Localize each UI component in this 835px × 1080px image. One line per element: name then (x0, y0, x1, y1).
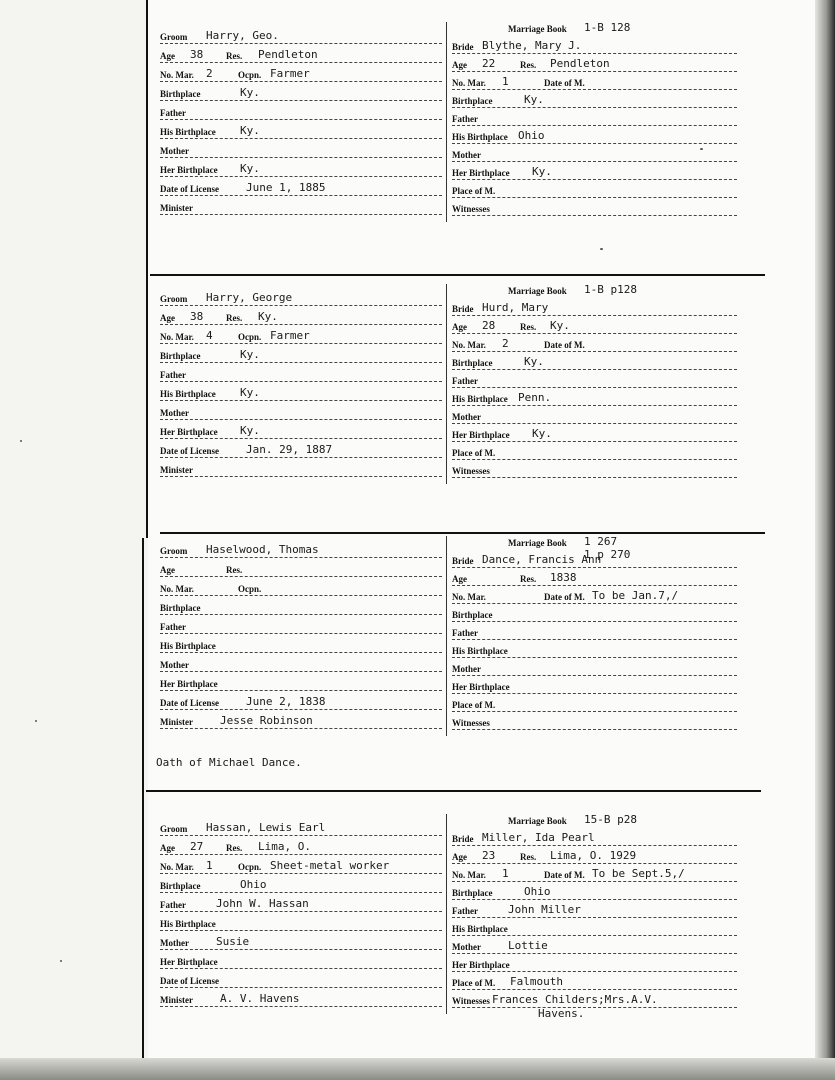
bride-field-age (452, 54, 737, 72)
field-label: Place of M. (452, 700, 496, 710)
field-label: Date of License (160, 184, 219, 194)
field-value: 15-B p28 (584, 813, 637, 826)
scan-edge-right (815, 0, 835, 1080)
field-label: Mother (452, 942, 481, 952)
bride-field-her-birthplace (452, 162, 737, 180)
field-label: Father (160, 108, 186, 118)
field-value: 38 (190, 310, 204, 323)
groom-field-minister (160, 711, 442, 729)
groom-field-groom (160, 26, 442, 44)
groom-field-his-birthplace (160, 635, 442, 653)
left-border-line-lower (142, 538, 144, 1080)
field-value: Ky. (524, 93, 544, 106)
groom-field-her-birthplace (160, 951, 442, 969)
bride-field-his-birthplace (452, 918, 737, 936)
left-border-line (146, 0, 148, 538)
card-column-separator (446, 22, 447, 222)
field-value: 23 (482, 849, 496, 862)
groom-field-his-birthplace (160, 121, 442, 139)
field-label: No. Mar. (160, 862, 194, 872)
groom-field-her-birthplace (160, 159, 442, 177)
field-label: Groom (160, 32, 188, 42)
bride-field-his-birthplace (452, 388, 737, 406)
field-label: Her Birthplace (160, 427, 218, 437)
field-value: To be Sept.5,/ (592, 867, 685, 880)
field-value: Lottie (508, 939, 548, 952)
field-value: Ky. (532, 427, 552, 440)
field-value: 27 (190, 840, 204, 853)
groom-field-no-mar (160, 578, 442, 596)
field-label: Groom (160, 824, 188, 834)
field-value: Frances Childers;Mrs.A.V. (492, 993, 658, 1006)
field-label: Birthplace (160, 603, 201, 613)
scan-speck (700, 148, 703, 150)
field-label: Bride (452, 556, 474, 566)
bride-field-his-birthplace (452, 126, 737, 144)
bride-field-her-birthplace (452, 676, 737, 694)
field-value: Ky. (240, 386, 260, 399)
groom-field-groom (160, 818, 442, 836)
bride-field-witnesses (452, 460, 737, 478)
field-label: Minister (160, 465, 193, 475)
field-value: 1838 (550, 571, 577, 584)
field-label: Her Birthplace (160, 957, 218, 967)
groom-field-birthplace (160, 875, 442, 893)
groom-field-her-birthplace (160, 673, 442, 691)
bride-field-bride (452, 36, 737, 54)
field-label: Mother (160, 660, 189, 670)
field-label: No. Mar. (452, 340, 486, 350)
field-label: His Birthplace (452, 924, 508, 934)
field-value: 1 (206, 859, 213, 872)
card-column-separator (446, 536, 447, 736)
field-value: Sheet-metal worker (270, 859, 390, 872)
field-label: No. Mar. (452, 78, 486, 88)
bride-field-no-mar (452, 334, 737, 352)
bride-field-age (452, 846, 737, 864)
field-value: Ky. (258, 310, 278, 323)
field-label: Date of M. (544, 340, 585, 350)
field-label: Witnesses (452, 996, 490, 1006)
field-value: Ky. (240, 86, 260, 99)
field-label: Age (452, 574, 467, 584)
field-value: John Miller (508, 903, 581, 916)
bride-field-no-mar (452, 72, 737, 90)
field-value: Pendleton (550, 57, 610, 70)
groom-field-birthplace (160, 83, 442, 101)
field-label: Father (452, 906, 478, 916)
groom-field-no-mar (160, 64, 442, 82)
field-value: Ohio (524, 885, 551, 898)
bride-field-place-of-m (452, 694, 737, 712)
field-label: Ocpn. (238, 332, 262, 342)
field-label: Birthplace (452, 888, 493, 898)
field-label: His Birthplace (452, 646, 508, 656)
field-label: Res. (226, 565, 243, 575)
field-value: 2 (206, 67, 213, 80)
groom-field-mother (160, 140, 442, 158)
field-label: Birthplace (452, 358, 493, 368)
scan-edge-bottom (0, 1058, 835, 1080)
bride-field-her-birthplace (452, 424, 737, 442)
field-label: Date of License (160, 446, 219, 456)
groom-field-father (160, 894, 442, 912)
field-label: Groom (160, 294, 188, 304)
field-label: Father (452, 628, 478, 638)
groom-field-father (160, 102, 442, 120)
field-label: Res. (520, 60, 537, 70)
field-value: Harry, George (206, 291, 293, 304)
field-label: Marriage Book (508, 24, 567, 34)
field-value: Ky. (550, 319, 570, 332)
scan-speck (35, 720, 37, 722)
field-label: His Birthplace (160, 127, 216, 137)
field-label: Age (160, 51, 175, 61)
field-label: Marriage Book (508, 816, 567, 826)
bride-field-marriage-book (452, 280, 737, 297)
field-label: Res. (226, 313, 243, 323)
bride-field-father (452, 108, 737, 126)
field-value: Ohio (240, 878, 267, 891)
field-value: John W. Hassan (216, 897, 309, 910)
field-label: His Birthplace (160, 389, 216, 399)
field-label: Birthplace (452, 610, 493, 620)
field-label: Father (452, 376, 478, 386)
field-label: Father (160, 370, 186, 380)
field-label: Res. (226, 51, 243, 61)
field-label: Res. (520, 574, 537, 584)
left-margin (0, 0, 148, 1080)
field-value: Susie (216, 935, 250, 948)
field-label: Place of M. (452, 978, 496, 988)
bride-field-bride (452, 550, 737, 568)
field-label: Witnesses (452, 718, 490, 728)
field-label: Bride (452, 834, 474, 844)
field-label: Birthplace (452, 96, 493, 106)
field-value: Farmer (270, 329, 310, 342)
field-value: Ky. (524, 355, 544, 368)
field-label: Marriage Book (508, 286, 567, 296)
field-label: Witnesses (452, 466, 490, 476)
field-label: Res. (520, 322, 537, 332)
field-label: Minister (160, 717, 193, 727)
bride-field-mother (452, 144, 737, 162)
field-label: Mother (452, 664, 481, 674)
groom-field-birthplace (160, 345, 442, 363)
groom-field-mother (160, 932, 442, 950)
field-value: Lima, O. (258, 840, 311, 853)
field-label: Bride (452, 42, 474, 52)
bride-field-mother (452, 406, 737, 424)
field-value: Farmer (270, 67, 310, 80)
field-label: Date of License (160, 698, 219, 708)
bride-field-place-of-m (452, 972, 737, 990)
groom-field-age (160, 307, 442, 325)
groom-field-his-birthplace (160, 383, 442, 401)
field-label: Res. (520, 852, 537, 862)
field-label: Place of M. (452, 186, 496, 196)
groom-field-birthplace (160, 597, 442, 615)
field-value: Ky. (240, 162, 260, 175)
field-value: To be Jan.7,/ (592, 589, 679, 602)
groom-field-date-of-license (160, 178, 442, 196)
field-value: Ky. (240, 348, 260, 361)
field-value-continued: Havens. (538, 1007, 585, 1020)
field-value: 38 (190, 48, 204, 61)
field-label: Minister (160, 995, 193, 1005)
field-label: Bride (452, 304, 474, 314)
field-label: Place of M. (452, 448, 496, 458)
field-label: Groom (160, 546, 188, 556)
field-value: Ky. (532, 165, 552, 178)
field-label: Birthplace (160, 881, 201, 891)
groom-field-no-mar (160, 856, 442, 874)
field-label: No. Mar. (452, 592, 486, 602)
bride-field-his-birthplace (452, 640, 737, 658)
field-label: Marriage Book (508, 538, 567, 548)
field-label: Mother (452, 412, 481, 422)
bride-field-witnesses (452, 198, 737, 216)
field-value: 1-B p128 (584, 283, 637, 296)
field-value: Haselwood, Thomas (206, 543, 319, 556)
field-label: His Birthplace (160, 919, 216, 929)
bride-field-father (452, 622, 737, 640)
bride-field-age (452, 568, 737, 586)
bride-field-mother (452, 936, 737, 954)
card-divider-1 (150, 274, 765, 276)
field-label: Mother (452, 150, 481, 160)
field-label: Minister (160, 203, 193, 213)
field-label: Date of M. (544, 78, 585, 88)
bride-field-birthplace (452, 90, 737, 108)
field-label: Age (452, 852, 467, 862)
field-value: Hurd, Mary (482, 301, 549, 314)
field-label: His Birthplace (452, 394, 508, 404)
field-value: 22 (482, 57, 496, 70)
bride-field-father (452, 370, 737, 388)
field-value: 1 (502, 75, 509, 88)
field-value: Miller, Ida Pearl (482, 831, 595, 844)
card-note: Oath of Michael Dance. (156, 756, 302, 769)
field-value: Ky. (240, 124, 260, 137)
bride-field-birthplace (452, 604, 737, 622)
bride-field-birthplace (452, 882, 737, 900)
field-value: 1-B 128 (584, 21, 631, 34)
groom-field-minister (160, 459, 442, 477)
groom-field-mother (160, 402, 442, 420)
bride-field-her-birthplace (452, 954, 737, 972)
field-value: Penn. (518, 391, 552, 404)
field-label: Her Birthplace (160, 165, 218, 175)
field-label: Her Birthplace (160, 679, 218, 689)
field-label: Date of M. (544, 592, 585, 602)
field-label: Age (452, 60, 467, 70)
groom-field-groom (160, 288, 442, 306)
field-label: Age (160, 565, 175, 575)
card-divider-3 (146, 790, 761, 792)
bride-field-marriage-book (452, 810, 737, 827)
field-label: Date of License (160, 976, 219, 986)
field-value: Pendleton (258, 48, 318, 61)
bride-field-bride (452, 828, 737, 846)
bride-field-witnesses (452, 712, 737, 730)
groom-field-her-birthplace (160, 421, 442, 439)
field-label: Birthplace (160, 89, 201, 99)
field-label: Ocpn. (238, 862, 262, 872)
field-value: Jesse Robinson (220, 714, 313, 727)
scan-speck (600, 248, 603, 250)
card-column-separator (446, 284, 447, 484)
bride-field-age (452, 316, 737, 334)
groom-field-date-of-license (160, 440, 442, 458)
field-value: Jan. 29, 1887 (246, 443, 333, 456)
field-label: Res. (226, 843, 243, 853)
bride-field-place-of-m (452, 180, 737, 198)
groom-field-age (160, 45, 442, 63)
field-label: Father (452, 114, 478, 124)
field-value: Lima, O. 1929 (550, 849, 637, 862)
groom-field-his-birthplace (160, 913, 442, 931)
groom-field-father (160, 364, 442, 382)
field-value: Harry, Geo. (206, 29, 279, 42)
field-label: No. Mar. (160, 70, 194, 80)
field-label: Age (160, 843, 175, 853)
field-value: 4 (206, 329, 213, 342)
field-label: Her Birthplace (452, 168, 510, 178)
groom-field-date-of-license (160, 970, 442, 988)
field-label: Her Birthplace (452, 430, 510, 440)
groom-field-mother (160, 654, 442, 672)
field-label: Age (160, 313, 175, 323)
bride-field-mother (452, 658, 737, 676)
field-value: 1 267 (584, 535, 618, 548)
field-value: 2 (502, 337, 509, 350)
field-label: Mother (160, 938, 189, 948)
field-label: His Birthplace (160, 641, 216, 651)
scan-speck (20, 440, 22, 442)
bride-field-father (452, 900, 737, 918)
bride-field-bride (452, 298, 737, 316)
field-label: Ocpn. (238, 584, 262, 594)
field-value: Falmouth (510, 975, 563, 988)
scan-speck (60, 960, 62, 962)
field-value: 1 (502, 867, 509, 880)
groom-field-no-mar (160, 326, 442, 344)
field-label: Mother (160, 146, 189, 156)
field-label: Mother (160, 408, 189, 418)
field-label: No. Mar. (452, 870, 486, 880)
field-label: Father (160, 900, 186, 910)
groom-field-groom (160, 540, 442, 558)
bride-field-place-of-m (452, 442, 737, 460)
bride-field-no-mar (452, 586, 737, 604)
field-label: Ocpn. (238, 70, 262, 80)
bride-field-no-mar (452, 864, 737, 882)
field-label: Date of M. (544, 870, 585, 880)
field-value: 1 p 270 (584, 548, 631, 561)
field-value: A. V. Havens (220, 992, 300, 1005)
field-label: Age (452, 322, 467, 332)
field-value: Blythe, Mary J. (482, 39, 582, 52)
field-label: Birthplace (160, 351, 201, 361)
field-value: June 2, 1838 (246, 695, 326, 708)
field-label: His Birthplace (452, 132, 508, 142)
field-label: Witnesses (452, 204, 490, 214)
groom-field-minister (160, 989, 442, 1007)
field-value: 28 (482, 319, 496, 332)
field-label: Her Birthplace (452, 960, 510, 970)
field-label: No. Mar. (160, 332, 194, 342)
bride-field-birthplace (452, 352, 737, 370)
field-value: June 1, 1885 (246, 181, 326, 194)
groom-field-minister (160, 197, 442, 215)
field-label: Her Birthplace (452, 682, 510, 692)
groom-field-father (160, 616, 442, 634)
field-value: Ky. (240, 424, 260, 437)
groom-field-age (160, 559, 442, 577)
field-label: Father (160, 622, 186, 632)
bride-field-witnesses (452, 990, 737, 1020)
bride-field-marriage-book (452, 18, 737, 35)
field-label: No. Mar. (160, 584, 194, 594)
groom-field-age (160, 837, 442, 855)
field-value: Hassan, Lewis Earl (206, 821, 326, 834)
field-value: Dance, Francis Ann (482, 553, 602, 566)
groom-field-date-of-license (160, 692, 442, 710)
card-column-separator (446, 814, 447, 1014)
field-value: Ohio (518, 129, 545, 142)
